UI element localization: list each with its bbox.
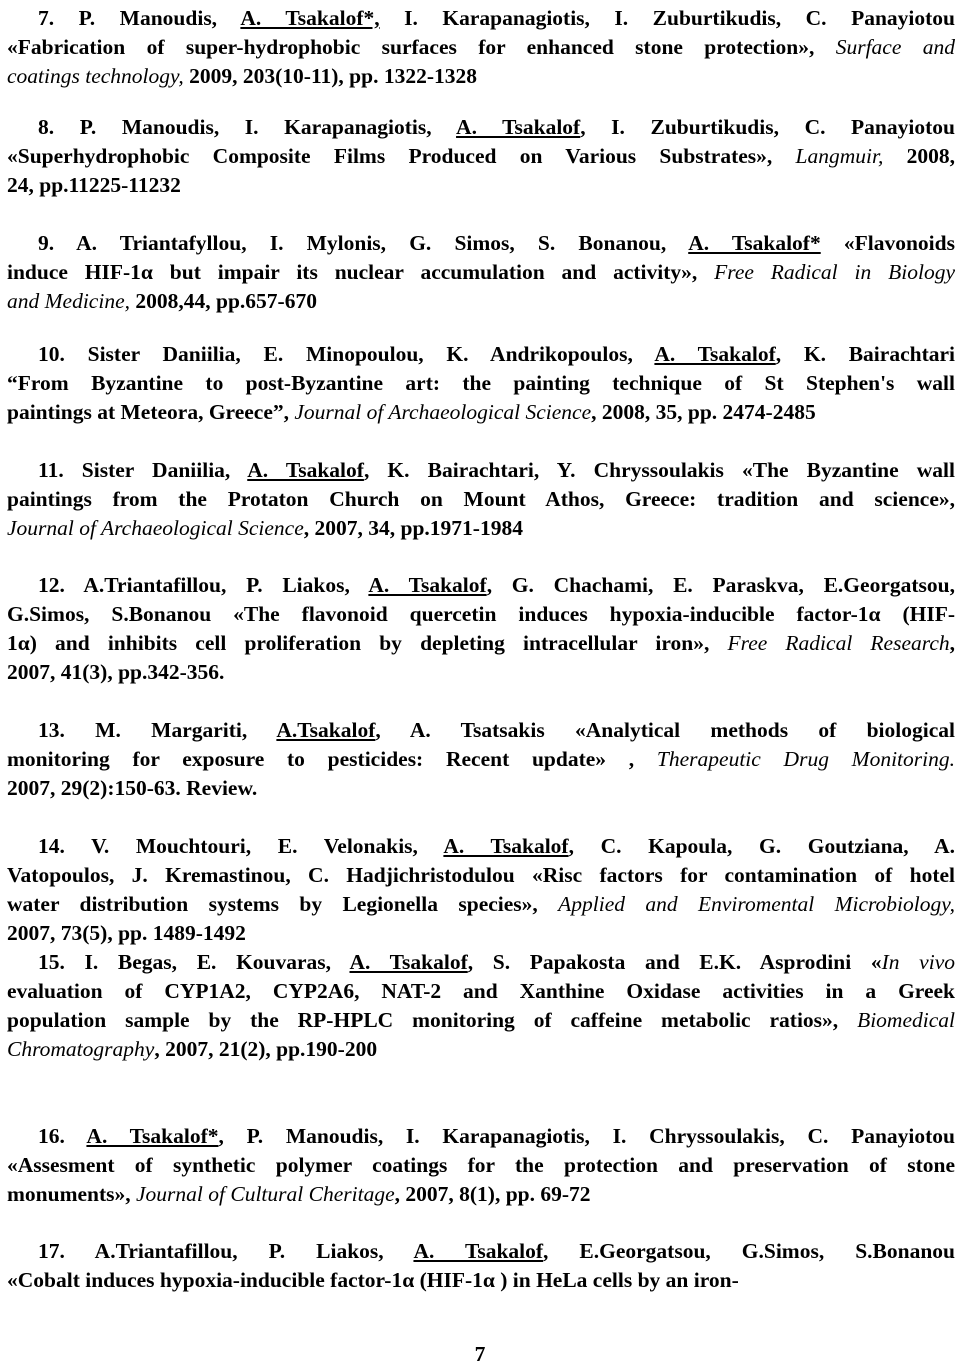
text-run: 1α) and inhibits cell proliferation by depleting intracellular iron», [7,631,728,655]
reference-line [7,600,955,629]
text-run: 2007, 41(3), pp.342-356. [7,660,225,684]
page-number: 7 [474,1342,486,1366]
reference-line [7,398,955,427]
author-name-underlined: A. Tsakalof [349,950,468,974]
reference-entry [7,4,955,91]
reference-entry [7,229,955,316]
reference-line [7,948,955,977]
text-run: , 2007, 34, pp.1971-1984 [303,516,523,540]
text-run: 14. V. Mouchtouri, E. Velonakis, [38,834,444,858]
text-run: , I. Zuburtikudis, C. Panayiotou [580,115,955,139]
author-name-underlined: A. Tsakalof [456,115,581,139]
text-run: monuments», [7,1182,137,1206]
text-run: 10. Sister Daniilia, E. Minopoulou, K. Andrikopoulos, [38,342,655,366]
text-run: 24, pp.11225-11232 [7,173,181,197]
text-run: 2007, 73(5), pp. 1489-1492 [7,921,246,945]
journal-title: Chromatography [7,1037,155,1061]
reference-line [7,456,955,485]
text-run: «Fabrication of super-hydrophobic surfaces for enhanced stone protection», [7,35,836,59]
text-run: Vatopoulos, J. Kremastinou, C. Hadjichristodulou «Risc factors for contamination of hotel [7,863,955,887]
reference-entry [7,571,955,687]
reference-entry [7,1237,955,1295]
reference-line [7,832,955,861]
reference-line [7,1122,955,1151]
reference-line [7,629,955,658]
text-run: I. Karapanagiotis, I. Zuburtikudis, C. Panayiotou [379,6,956,30]
reference-line [7,1266,955,1295]
reference-line [7,1237,955,1266]
author-name-underlined: A. Tsakalof*, [240,6,380,30]
text-run: population sample by the RP-HPLC monitoring of caffeine metabolic ratios», [7,1008,858,1032]
text-run: 13. M. Margariti, [38,718,277,742]
journal-title: coatings technology, [7,64,184,88]
journal-title: Journal of Archaeological Science [7,516,304,540]
reference-line [7,171,955,200]
text-run: 2009, 203(10-11), pp. 1322-1328 [183,64,477,88]
text-run: 17. A.Triantafillou, P. Liakos, [38,1239,414,1263]
text-run: «Cobalt induces hypoxia-inducible factor-1α (HIF-1α ) in HeLa cells by an iron- [7,1268,739,1292]
text-run: , P. Manoudis, I. Karapanagiotis, I. Chryssoulakis, C. Panayiotou [218,1124,955,1148]
reference-entry [7,340,955,427]
text-run: paintings at Meteora, Greece”, [7,400,295,424]
reference-line [7,62,955,91]
text-run: , 2007, 8(1), pp. 69-72 [394,1182,591,1206]
journal-title: In vivo [881,950,955,974]
text-run: monitoring for exposure to pesticides: Recent update» , [7,747,657,771]
text-run: «Assesment of synthetic polymer coatings for the protection and preservation of stone [7,1153,955,1177]
reference-line [7,890,955,919]
reference-line [7,485,955,514]
author-name-underlined: A. Tsakalof [443,834,569,858]
reference-line [7,340,955,369]
reference-entry [7,1122,955,1209]
text-run: 8. P. Manoudis, I. Karapanagiotis, [38,115,457,139]
reference-line [7,369,955,398]
text-run: , K. Bairachtari [775,342,955,366]
reference-line [7,658,955,687]
author-name-underlined: A. Tsakalof [247,458,364,482]
text-run: “From Byzantine to post-Byzantine art: the painting technique of St Stephen's wall [7,371,955,395]
text-run: , E.Georgatsou, G.Simos, S.Bonanou [543,1239,955,1263]
text-run: 2007, 29(2):150-63. Review. [7,776,258,800]
reference-line [7,287,955,316]
text-run: «Flavonoids [820,231,955,255]
text-run: , A. Tsatsakis «Analytical methods of biological [375,718,955,742]
journal-title: Therapeutic Drug Monitoring. [656,747,955,771]
reference-line [7,977,955,1006]
reference-line [7,571,955,600]
reference-line [7,229,955,258]
reference-line [7,1006,955,1035]
journal-title: Applied and Enviromental Microbiology, [558,892,955,916]
text-run: 16. [38,1124,87,1148]
reference-line [7,4,955,33]
reference-entry [7,456,955,543]
reference-line [7,716,955,745]
author-name-underlined: A. Tsakalof [654,342,776,366]
journal-title: Biomedical [857,1008,955,1032]
reference-line [7,919,955,948]
text-run: 2008,44, pp.657-670 [130,289,317,313]
journal-title: and Medicine, [7,289,130,313]
text-run: , C. Kapoula, G. Goutziana, A. [568,834,956,858]
text-run: , S. Papakosta and E.K. Asprodini « [467,950,882,974]
reference-line [7,258,955,287]
author-name-underlined: A. Tsakalof [368,573,487,597]
reference-line [7,1035,955,1064]
reference-line [7,861,955,890]
reference-line [7,113,955,142]
journal-title: Free Radical in Biology [714,260,955,284]
journal-title: Journal of Cultural Cheritage [136,1182,395,1206]
author-name-underlined: A. Tsakalof [413,1239,544,1263]
journal-title: Journal of Archaeological Science [294,400,592,424]
author-name-underlined: A. Tsakalof* [688,231,821,255]
reference-entry [7,716,955,803]
reference-line [7,33,955,62]
reference-entry [7,832,955,948]
text-run: 7. P. Manoudis, [38,6,241,30]
author-name-underlined: A. Tsakalof* [86,1124,219,1148]
reference-line [7,774,955,803]
text-run: «Superhydrophobic Composite Films Produced on Various Substrates», [7,144,796,168]
text-run: 9. A. Triantafyllou, I. Mylonis, G. Simos, S. Bonanou, [38,231,689,255]
reference-line [7,1151,955,1180]
text-run: 2008, [883,144,955,168]
reference-entry [7,948,955,1064]
text-run: induce HIF-1α but impair its nuclear accumulation and activity», [7,260,715,284]
text-run: 11. Sister Daniilia, [38,458,248,482]
reference-line [7,142,955,171]
text-run: , [949,631,955,655]
text-run: G.Simos, S.Bonanou «The flavonoid quercetin induces hypoxia-inducible factor-1α (HIF- [7,602,955,626]
text-run: paintings from the Protaton Church on Mount Athos, Greece: tradition and science», [7,487,955,511]
reference-line [7,514,955,543]
journal-title: Free Radical Research [727,631,950,655]
journal-title: Surface and [835,35,955,59]
text-run: evaluation of CYP1A2, CYP2A6, NAT-2 and Xanthine Oxidase activities in a Greek [7,979,955,1003]
text-run: 15. I. Begas, E. Kouvaras, [38,950,350,974]
text-run: , 2008, 35, pp. 2474-2485 [591,400,816,424]
text-run: 12. A.Triantafillou, P. Liakos, [38,573,369,597]
reference-line [7,1180,955,1209]
text-run: water distribution systems by Legionella species», [7,892,559,916]
reference-entry [7,113,955,200]
author-name-underlined: A.Tsakalof [276,718,376,742]
text-run: , K. Bairachtari, Y. Chryssoulakis «The Byzantine wall [363,458,955,482]
journal-title: Langmuir, [795,144,884,168]
reference-line [7,745,955,774]
text-run: , G. Chachami, E. Paraskva, E.Georgatsou, [486,573,955,597]
text-run: , 2007, 21(2), pp.190-200 [154,1037,378,1061]
